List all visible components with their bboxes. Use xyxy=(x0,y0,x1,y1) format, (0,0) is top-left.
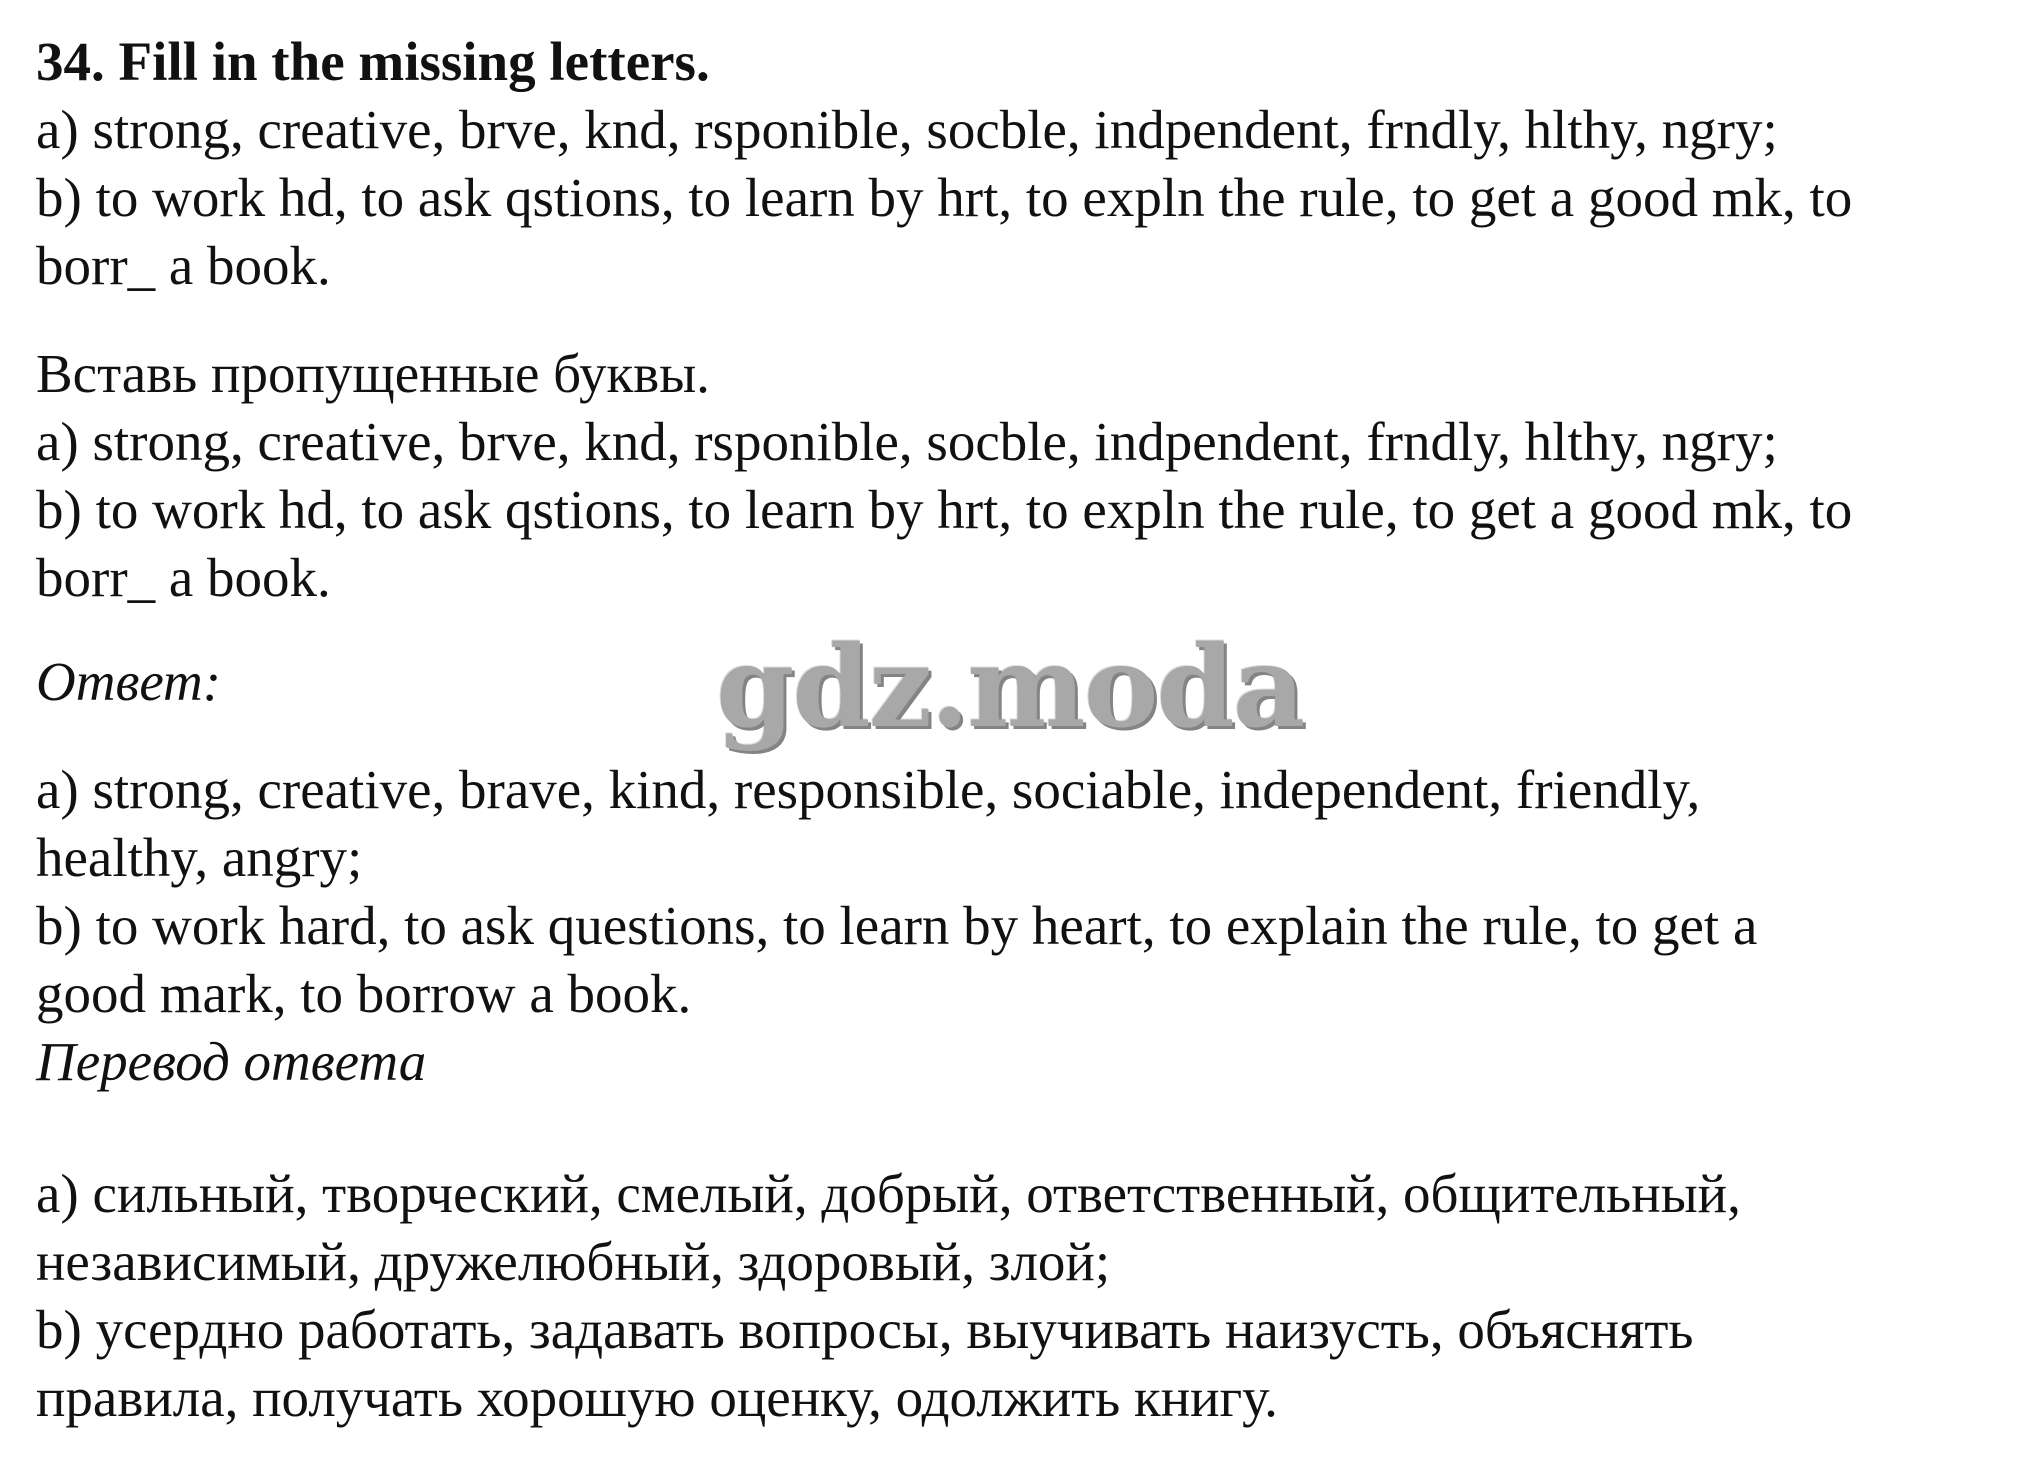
exercise-task-b-line-2: borr_ a book. xyxy=(36,235,331,296)
exercise-title: 34. Fill in the missing letters. xyxy=(36,31,710,92)
spacer xyxy=(36,300,2006,340)
answer-b-line-1: b) to work hard, to ask questions, to learn by heart, to explain the rule, to get a xyxy=(36,895,1758,956)
russian-task-a: a) strong, creative, brve, knd, rsponible, socble, indpendent, frndly, hlthy, ngry; xyxy=(36,411,1778,472)
answer-a-line-1: a) strong, creative, brave, kind, responsible, sociable, independent, friendly, xyxy=(36,759,1701,820)
translation-a-line-1: а) сильный, творческий, смелый, добрый, ответственный, общительный, xyxy=(36,1163,1741,1224)
russian-task-b-line-2: borr_ a book. xyxy=(36,547,331,608)
answer-a-line-2: healthy, angry; xyxy=(36,827,363,888)
answer-label: Ответ: xyxy=(36,651,222,712)
translation-label: Перевод ответа xyxy=(36,1031,427,1092)
exercise-task-b-line-1: b) to work hd, to ask qstions, to learn by hrt, to expln the rule, to get a good mk, to xyxy=(36,167,1853,228)
translation-b-line-1: b) усердно работать, задавать вопросы, выучивать наизусть, объяснять xyxy=(36,1299,1694,1360)
translation-b-line-2: правила, получать хорошую оценку, одолжить книгу. xyxy=(36,1367,1278,1428)
russian-task-b-line-1: b) to work hd, to ask qstions, to learn by hrt, to expln the rule, to get a good mk, to xyxy=(36,479,1853,540)
answer-b-line-2: good mark, to borrow a book. xyxy=(36,963,692,1024)
spacer xyxy=(36,1096,2006,1160)
watermark-logo: gdz.moda xyxy=(716,622,1304,753)
exercise-task-a: a) strong, creative, brve, knd, rsponible, socble, indpendent, frndly, hlthy, ngry; xyxy=(36,99,1778,160)
translation-a-line-2: независимый, дружелюбный, здоровый, злой; xyxy=(36,1231,1111,1292)
russian-task-heading: Вставь пропущенные буквы. xyxy=(36,343,710,404)
